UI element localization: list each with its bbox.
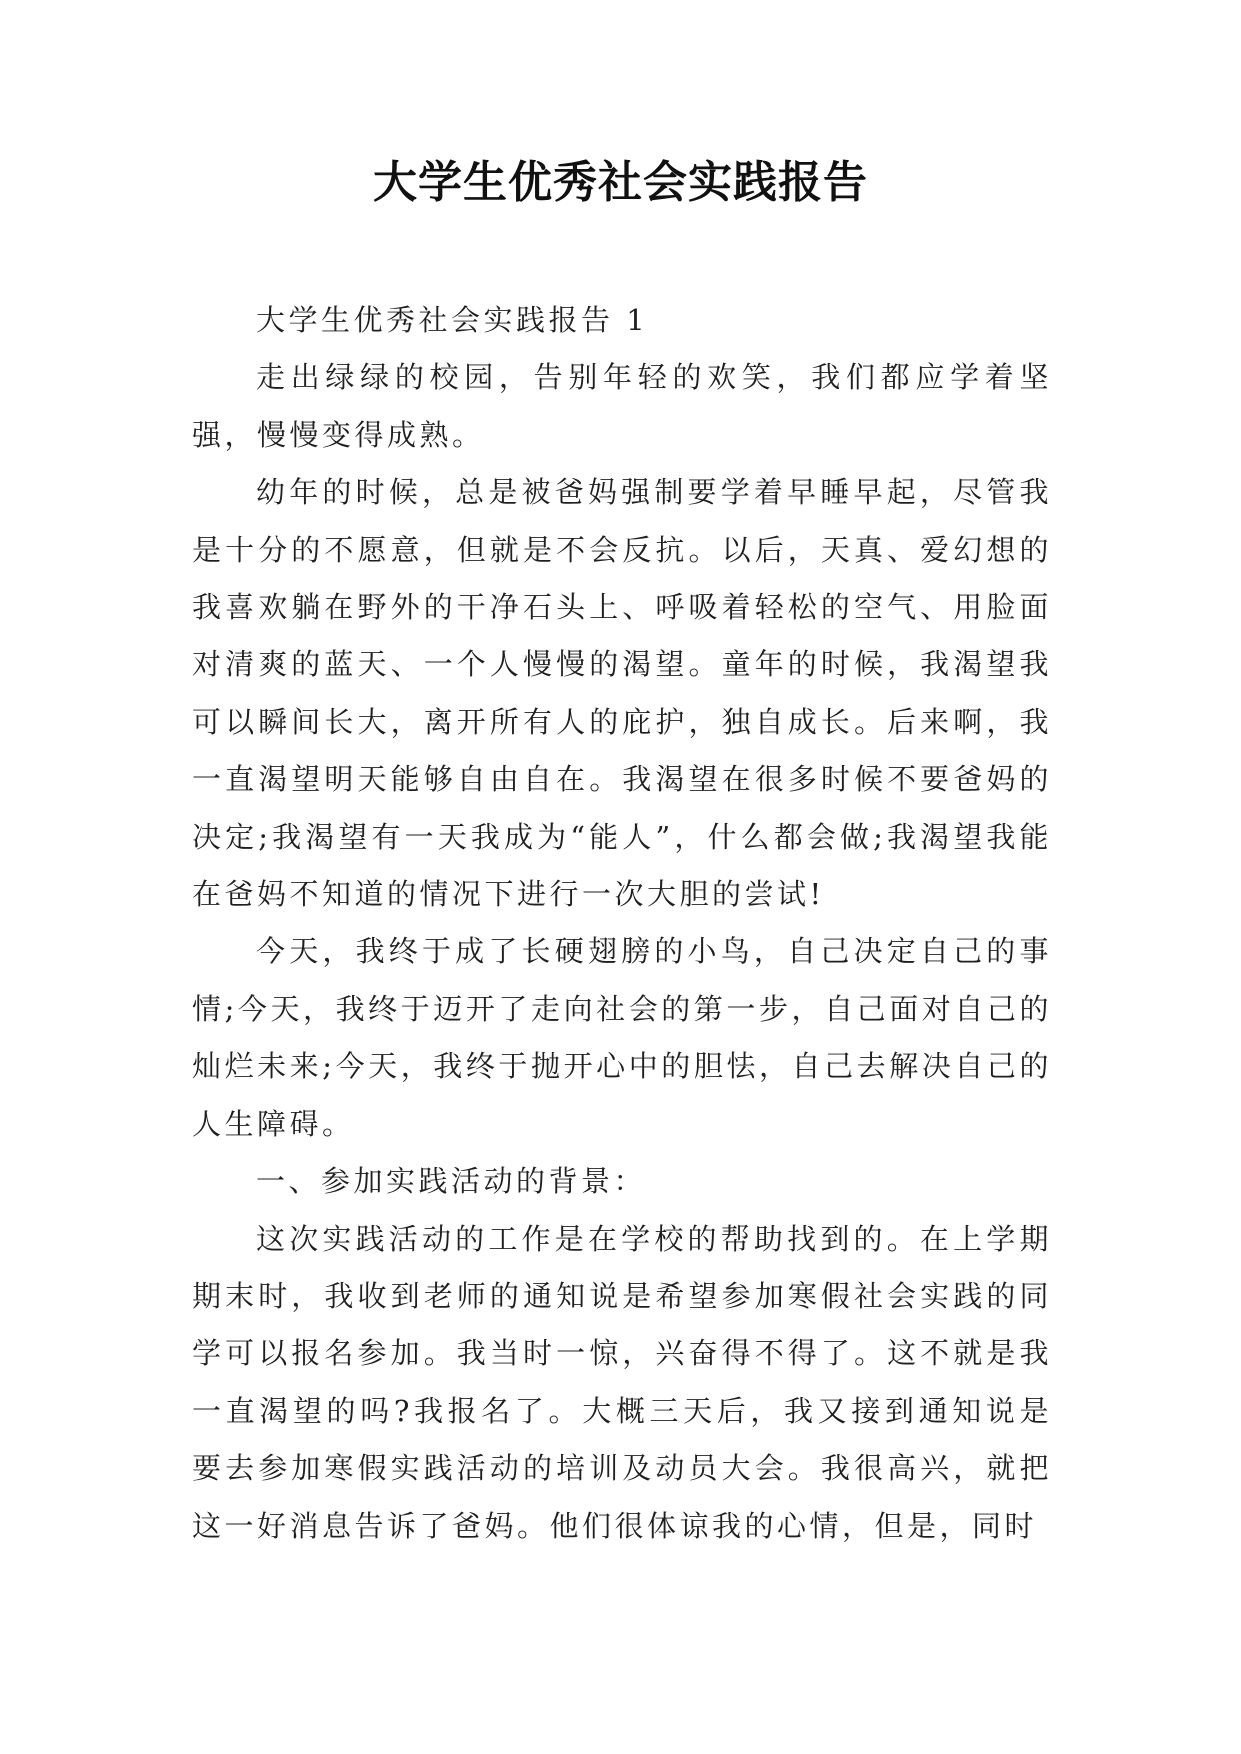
- paragraph: 这次实践活动的工作是在学校的帮助找到的。在上学期期末时，我收到老师的通知说是希望参加寒假社会实践的同学可以报名参加。我当时一惊，兴奋得不得了。这不就是我一直渴望的吗?我报名了。大概三天后，我又接到通知说是要去参加寒假实践活动的培训及动员大会。我很高兴，就把这一好消息告诉了爸妈。他们很体谅我的心情，但是，同时: [192, 1221, 1052, 1543]
- paragraph: 幼年的时候，总是被爸妈强制要学着早睡早起，尽管我是十分的不愿意，但就是不会反抗。以后，天真、爱幻想的我喜欢躺在野外的干净石头上、呼吸着轻松的空气、用脸面对清爽的蓝天、一个人慢慢的渴望。童年的时候，我渴望我可以瞬间长大，离开所有人的庇护，独自成长。后来啊，我一直渴望明天能够自由自在。我渴望在很多时候不要爸妈的决定;我渴望有一天我成为“能人”，什么都会做;我渴望我能在爸妈不知道的情况下进行一次大胆的尝试!: [192, 475, 1052, 912]
- section-heading: 一、参加实践活动的背景：: [256, 1164, 647, 1199]
- paragraph: 今天，我终于成了长硬翅膀的小鸟，自己决定自己的事情;今天，我终于迈开了走向社会的第一步，自己面对自己的灿烂未来;今天，我终于抛开心中的胆怯，自己去解决自己的人生障碍。: [192, 934, 1052, 1141]
- document-title: 大学生优秀社会实践报告: [373, 157, 868, 208]
- report-subtitle: 大学生优秀社会实践报告 1: [256, 303, 649, 337]
- document-body: [192, 292, 1052, 1555]
- paragraph: 走出绿绿的校园，告别年轻的欢笑，我们都应学着坚强，慢慢变得成熟。: [192, 360, 1052, 452]
